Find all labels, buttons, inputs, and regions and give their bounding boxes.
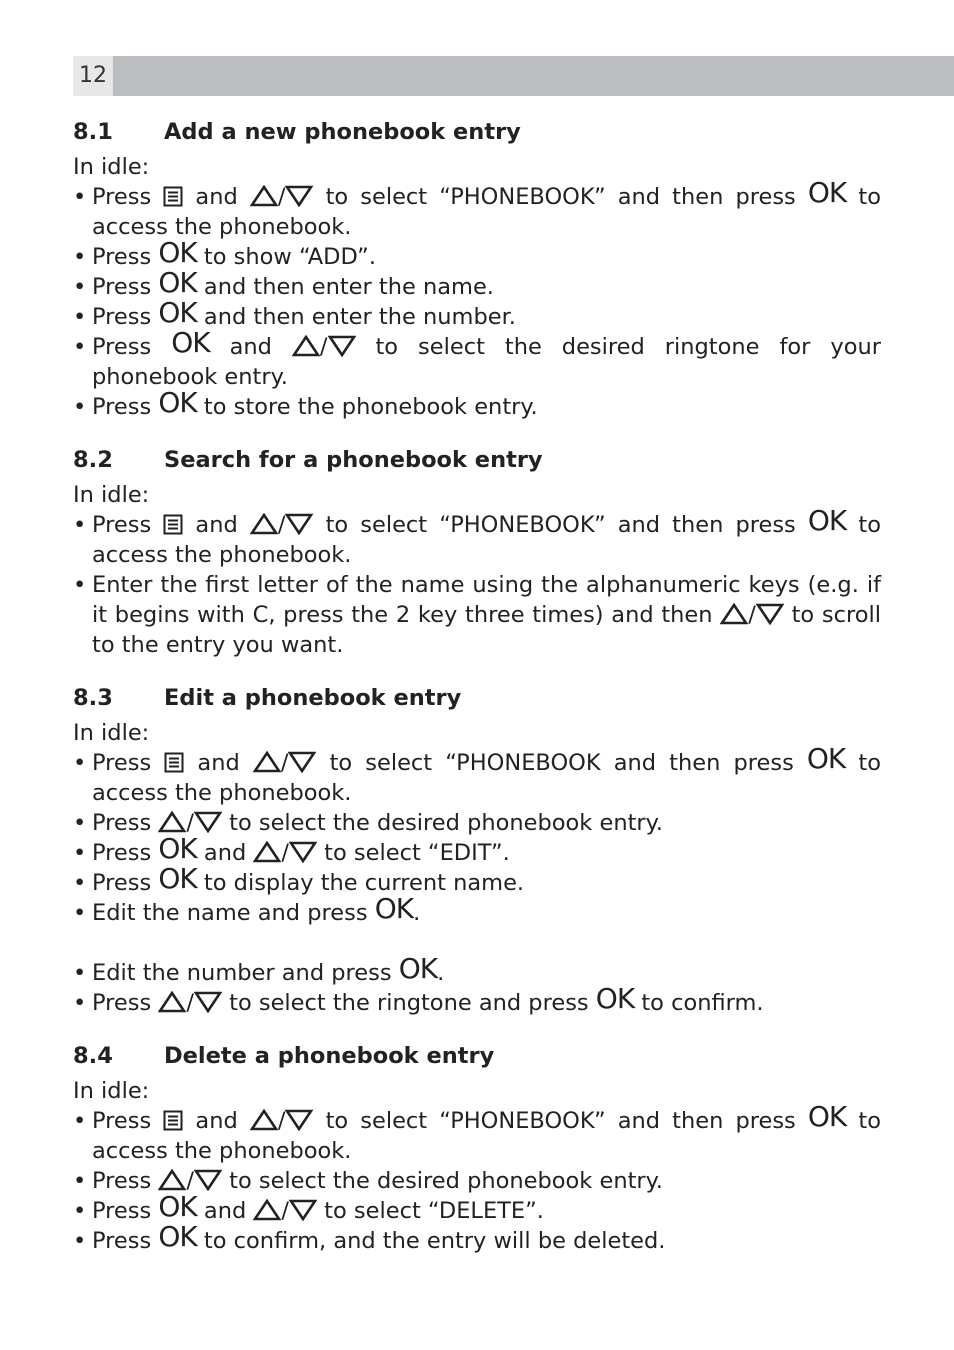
bullet-dot: • — [73, 304, 87, 330]
bullet-item — [73, 176, 881, 242]
bullet-item — [73, 892, 881, 928]
section-heading — [73, 1036, 881, 1076]
ok-key-icon: OK — [158, 236, 197, 269]
section-intro: In idle: — [73, 720, 150, 746]
bullet-dot: • — [73, 394, 87, 420]
bullet-text: Press and / to select “PHONEBOOK” and then press OK to access the phonebook. — [92, 176, 881, 240]
up-arrow-key-icon — [253, 751, 281, 773]
section-title-text: Delete a phonebook entry — [164, 1043, 495, 1069]
bullet-dot: • — [73, 184, 87, 210]
down-arrow-key-icon — [194, 811, 222, 833]
bullet-text: Press OK and / to select the desired ringtone for your phonebook entry. — [92, 326, 881, 390]
ok-key-icon: OK — [171, 326, 210, 359]
bullet-text: Press / to select the ringtone and press OK to confirm. — [92, 982, 764, 1016]
down-arrow-key-icon — [328, 335, 356, 357]
ok-key-icon: OK — [374, 892, 414, 925]
section-title-text: Search for a phonebook entry — [164, 447, 543, 473]
bullet-dot: • — [73, 244, 87, 270]
bullet-dot: • — [73, 334, 87, 360]
up-arrow-key-icon — [253, 1199, 281, 1221]
bullet-text: Press and / to select “PHONEBOOK” and then press OK to access the phonebook. — [92, 1100, 881, 1164]
section-intro: In idle: — [73, 154, 150, 180]
bullet-text: Press OK and / to select “EDIT”. — [92, 832, 510, 866]
ok-key-icon: OK — [158, 1190, 197, 1223]
ok-key-icon: OK — [806, 742, 846, 775]
bullet-item — [73, 326, 881, 392]
down-arrow-key-icon — [285, 513, 313, 535]
bullet-dot: • — [73, 1198, 87, 1224]
ok-key-icon: OK — [158, 266, 197, 299]
page-header-bar — [73, 56, 954, 96]
down-arrow-key-icon — [194, 991, 222, 1013]
bullet-dot: • — [73, 990, 87, 1016]
down-arrow-key-icon — [194, 1169, 222, 1191]
section-intro: In idle: — [73, 482, 150, 508]
bullet-text: Press OK to show “ADD”. — [92, 236, 376, 270]
bullet-dot: • — [73, 274, 87, 300]
bullet-item — [73, 504, 881, 570]
bullet-text: Press OK and then enter the name. — [92, 266, 494, 300]
ok-key-icon: OK — [158, 1220, 197, 1253]
section-title-text: Edit a phonebook entry — [164, 685, 462, 711]
bullet-item — [73, 570, 881, 660]
bullet-item — [73, 982, 881, 1018]
ok-key-icon: OK — [807, 504, 847, 537]
section-number: 8.4 — [73, 1043, 113, 1069]
up-arrow-key-icon — [250, 1109, 278, 1131]
ok-key-icon: OK — [158, 386, 197, 419]
menu-key-icon — [163, 186, 183, 207]
bullet-dot: • — [73, 810, 87, 836]
bullet-text: Press OK to confirm, and the entry will be deleted. — [92, 1220, 666, 1254]
ok-key-icon: OK — [595, 982, 635, 1015]
bullet-item — [73, 386, 881, 422]
section-title-text: Add a new phonebook entry — [164, 119, 521, 145]
bullet-text: Press / to select the desired phonebook entry. — [92, 810, 663, 836]
bullet-item — [73, 862, 881, 898]
down-arrow-key-icon — [285, 1109, 313, 1131]
menu-key-icon — [163, 514, 183, 535]
down-arrow-key-icon — [288, 751, 316, 773]
up-arrow-key-icon — [250, 185, 278, 207]
up-arrow-key-icon — [158, 1169, 186, 1191]
bullet-text: Edit the number and press OK. — [92, 952, 445, 986]
bullet-item — [73, 952, 881, 988]
bullet-text: Press and / to select “PHONEBOOK” and then press OK to access the phonebook. — [92, 504, 881, 568]
bullet-text: Enter the first letter of the name using the alphanumeric keys (e.g. if it begins with C, press the 2 key three times) and then / to scroll to the entry you want. — [92, 572, 882, 658]
bullet-item — [73, 742, 881, 808]
up-arrow-key-icon — [250, 513, 278, 535]
section-number: 8.1 — [73, 119, 113, 145]
bullet-text: Press OK and / to select “DELETE”. — [92, 1190, 544, 1224]
ok-key-icon: OK — [807, 1100, 847, 1133]
bullet-dot: • — [73, 960, 87, 986]
ok-key-icon: OK — [158, 296, 197, 329]
spacer — [73, 928, 881, 958]
bullet-item — [73, 1220, 881, 1256]
down-arrow-key-icon — [289, 1199, 317, 1221]
bullet-text: Press OK to store the phonebook entry. — [92, 386, 538, 420]
ok-key-icon: OK — [807, 176, 847, 209]
bullet-text: Press / to select the desired phonebook entry. — [92, 1168, 663, 1194]
bullet-dot: • — [73, 750, 87, 776]
menu-key-icon — [164, 752, 184, 773]
section-heading — [73, 678, 881, 718]
bullet-text: Press OK to display the current name. — [92, 862, 525, 896]
up-arrow-key-icon — [158, 811, 186, 833]
ok-key-icon: OK — [158, 862, 197, 895]
bullet-dot: • — [73, 840, 87, 866]
bullet-dot: • — [73, 1168, 87, 1194]
ok-key-icon: OK — [398, 952, 438, 985]
section-number: 8.2 — [73, 447, 113, 473]
down-arrow-key-icon — [289, 841, 317, 863]
bullet-dot: • — [73, 572, 87, 598]
down-arrow-key-icon — [285, 185, 313, 207]
menu-key-icon — [163, 1110, 183, 1131]
up-arrow-key-icon — [158, 991, 186, 1013]
up-arrow-key-icon — [720, 603, 748, 625]
bullet-dot: • — [73, 870, 87, 896]
section-intro: In idle: — [73, 1078, 150, 1104]
bullet-item — [73, 1100, 881, 1166]
bullet-dot: • — [73, 1228, 87, 1254]
up-arrow-key-icon — [253, 841, 281, 863]
bullet-text: Press and / to select “PHONEBOOK and then press OK to access the phonebook. — [92, 742, 881, 806]
document-body — [73, 112, 881, 1256]
page-number: 12 — [73, 56, 113, 96]
bullet-dot: • — [73, 512, 87, 538]
section-heading — [73, 440, 881, 480]
bullet-dot: • — [73, 900, 87, 926]
section-heading — [73, 112, 881, 152]
bullet-text: Edit the name and press OK. — [92, 892, 421, 926]
bullet-dot: • — [73, 1108, 87, 1134]
section-number: 8.3 — [73, 685, 113, 711]
down-arrow-key-icon — [756, 603, 784, 625]
ok-key-icon: OK — [158, 832, 197, 865]
bullet-text: Press OK and then enter the number. — [92, 296, 516, 330]
up-arrow-key-icon — [292, 335, 320, 357]
